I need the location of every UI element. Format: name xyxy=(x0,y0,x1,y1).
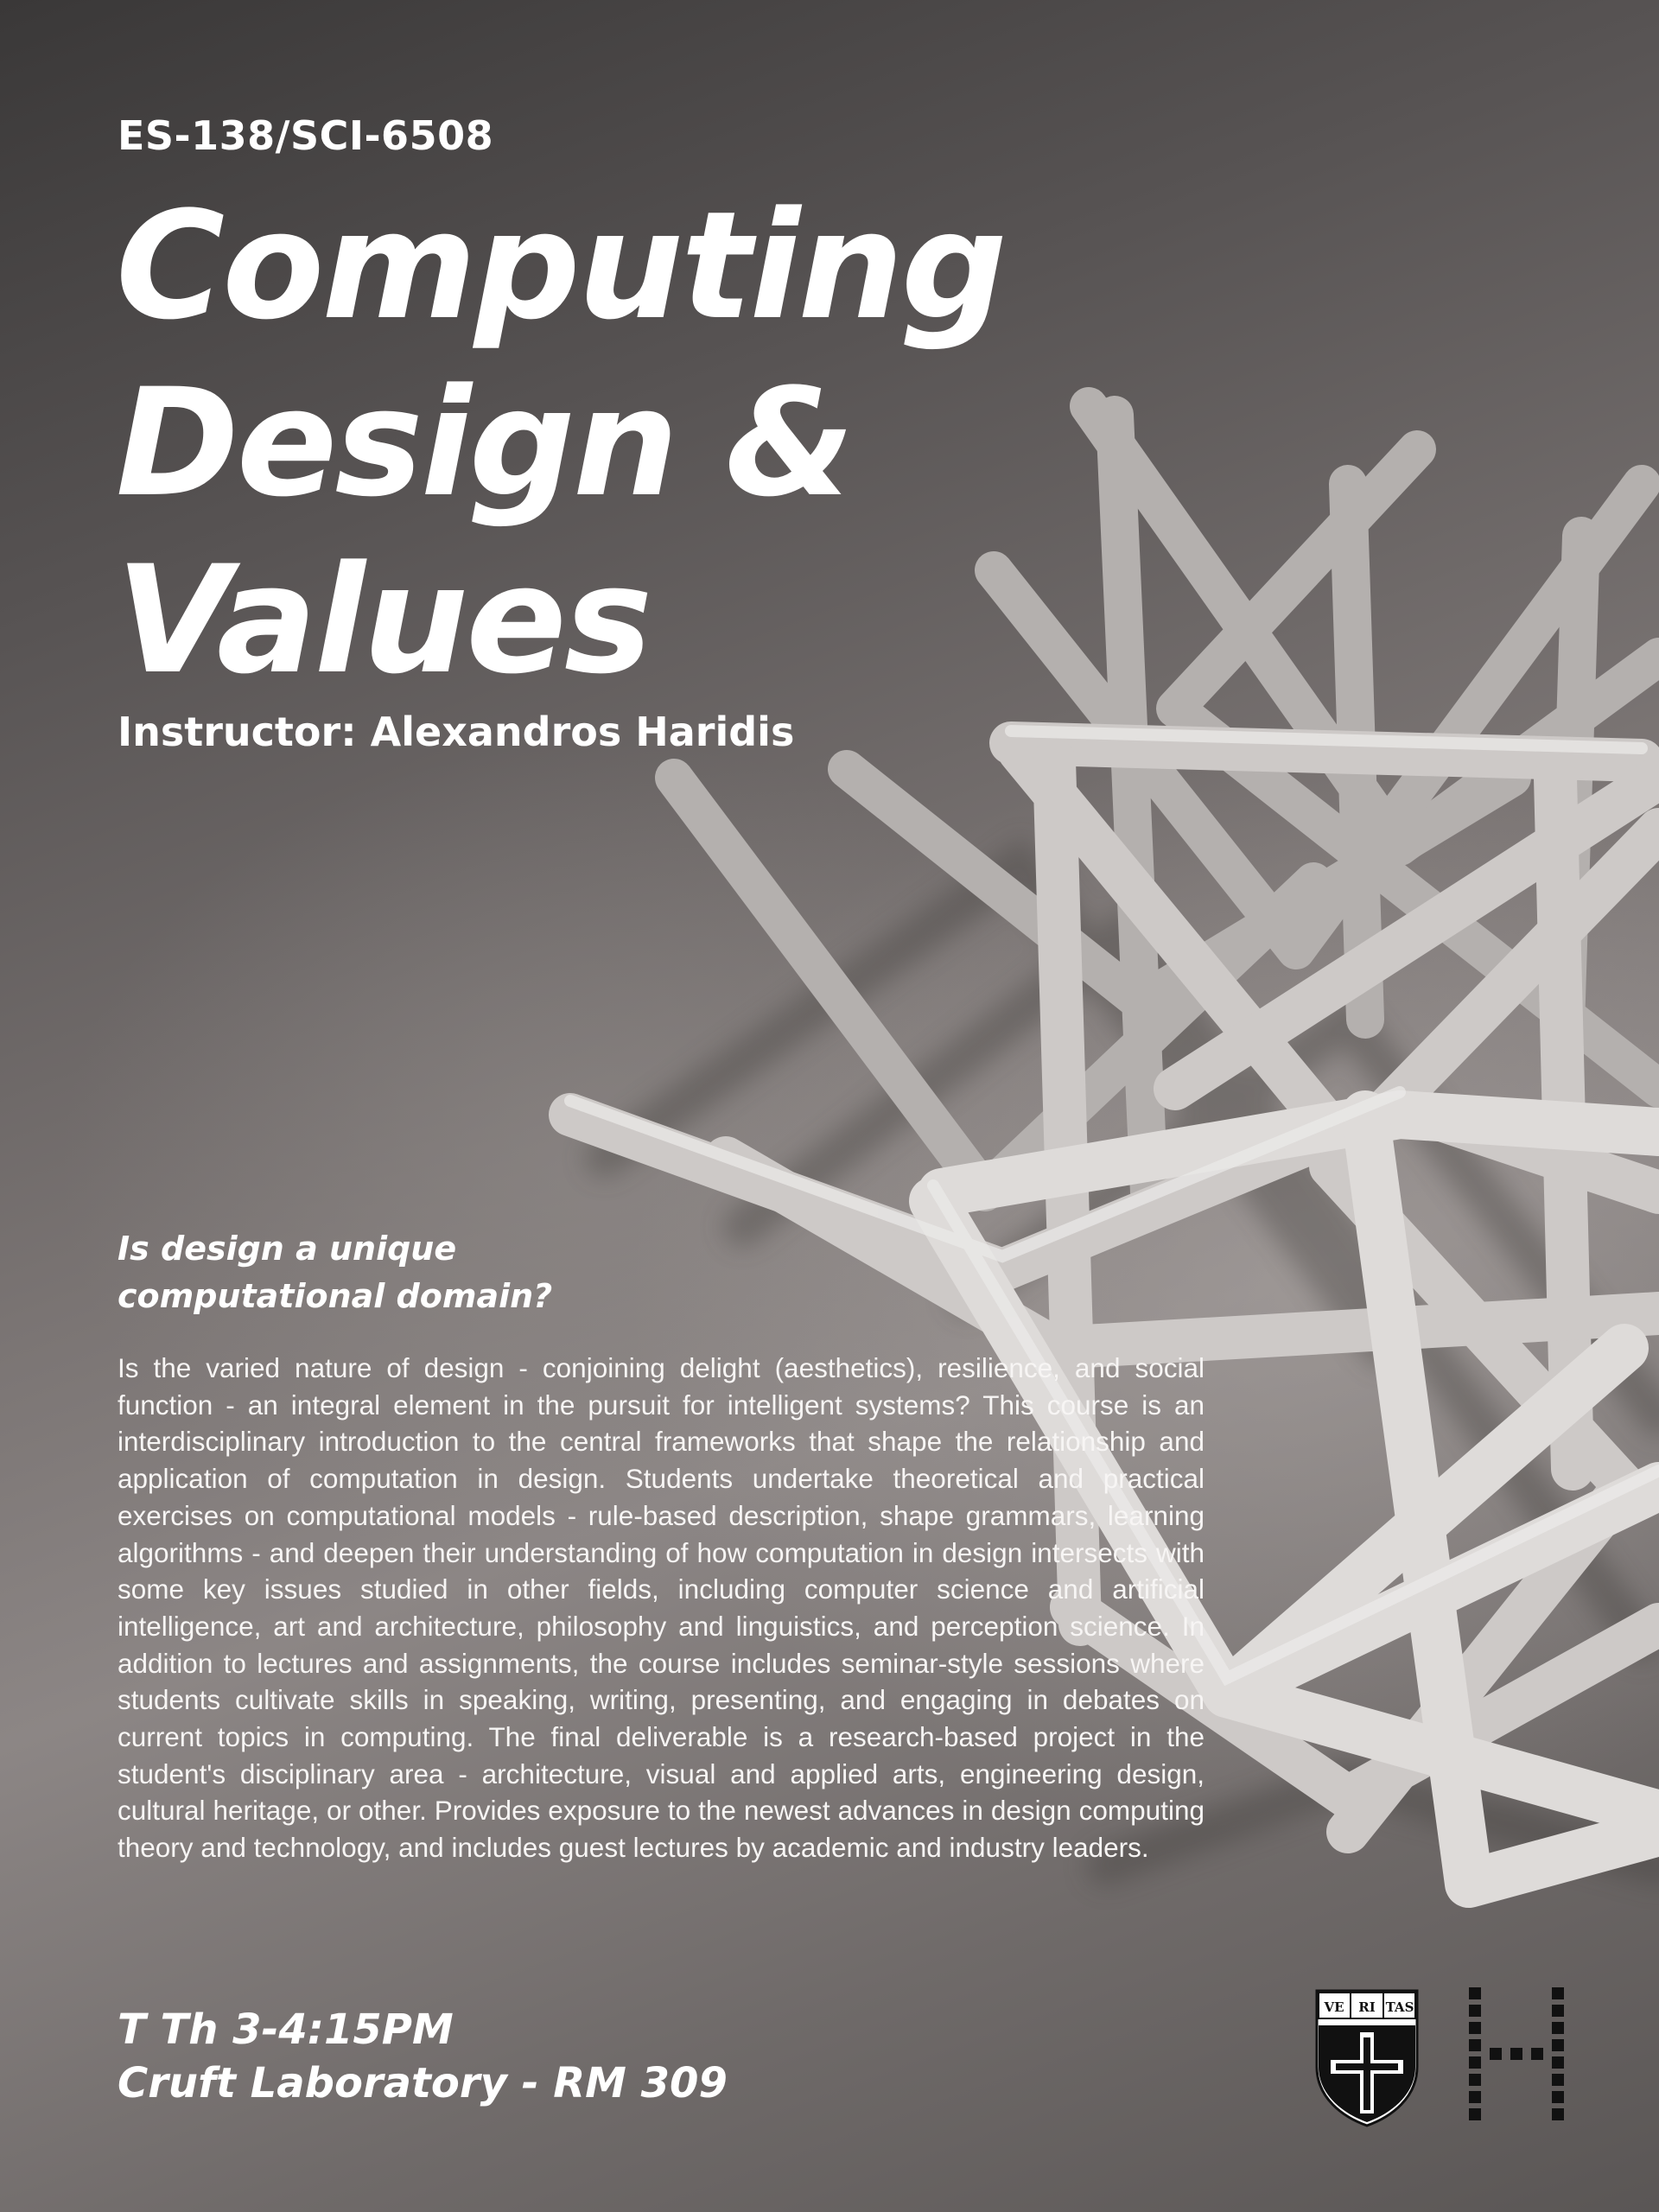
title-line: Design & xyxy=(116,356,853,530)
course-code: ES-138/SCI-6508 xyxy=(118,112,494,159)
harvard-shield-icon xyxy=(1313,1987,1421,2129)
schedule-info xyxy=(118,2003,728,2110)
meeting-location: Cruft Laboratory - RM 309 xyxy=(118,2059,728,2107)
title-line: Values xyxy=(116,533,651,707)
svg-text:RI: RI xyxy=(1358,1999,1376,2015)
svg-text:VE: VE xyxy=(1324,1999,1344,2015)
svg-text:TAS: TAS xyxy=(1385,1999,1414,2015)
title-line: Computing xyxy=(116,179,1005,353)
lead-question xyxy=(118,1225,552,1320)
seas-logo-icon xyxy=(1465,1987,1569,2122)
course-description: Is the varied nature of design - conjoining delight (aesthetics), resilience, and social function - an integral element in the pursuit for intelligent systems? This course is an interdisciplinary introduction to the central frameworks that shape the relationship and application of computation in design. Students undertake theoretical and practical exercises on computational models - rule-based description, shape grammars, learning algorithms - and deepen their understanding of how computation in design intersects with some key issues studied in other fields, including computer science and artificial intelligence, art and architecture, philosophy and linguistics, and perception science. In addition to lectures and assignments, the course includes seminar-style sessions where students cultivate skills in speaking, writing, presenting, and engaging in debates on current topics in computing. The final deliverable is a research-based project in the student's disciplinary area - architecture, visual and applied arts, engineering design, cultural heritage, or other. Provides exposure to the newest advances in design computing theory and technology, and includes guest lectures by academic and industry leaders. xyxy=(118,1352,1205,1864)
course-title xyxy=(116,177,1066,709)
question-line: computational domain? xyxy=(118,1277,553,1315)
question-line: Is design a unique xyxy=(118,1230,457,1268)
instructor-name: Instructor: Alexandros Haridis xyxy=(118,709,795,755)
meeting-time: T Th 3-4:15PM xyxy=(118,2005,454,2054)
